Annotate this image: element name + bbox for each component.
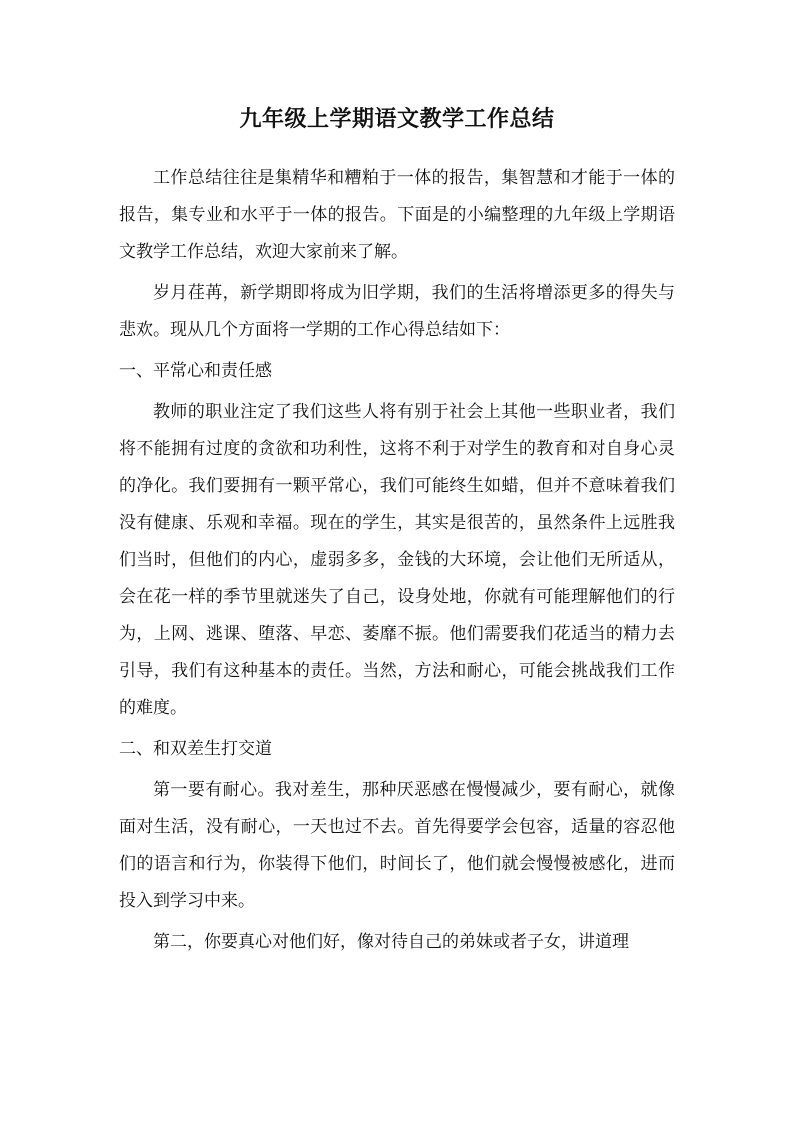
paragraph-section-1: 教师的职业注定了我们这些人将有别于社会上其他一些职业者，我们将不能拥有过度的贪欲和功利性，这将不利于对学生的教育和对自身心灵的净化。我们要拥有一颗平常心，我们可能终生如蜡，但并不意味着我们没有健康、乐观和幸福。现在的学生，其实是很苦的，虽然条件上远胜我们当时，但他们的内心，虚弱多多，金钱的大环境，会让他们无所适从，会在花一样的季节里就迷失了自己，设身处地，你就有可能理解他们的行为，上网、逃课、堕落、早恋、萎靡不振。他们需要我们花适当的精力去引导，我们有这种基本的责任。当然，方法和耐心，可能会挑战我们工作的难度。 — [119, 402, 675, 718]
section-heading-2: 二、和双差生打交道 — [119, 739, 272, 759]
paragraph-overview: 岁月荏苒，新学期即将成为旧学期，我们的生活将增添更多的得失与悲欢。现从几个方面将一学期的工作心得总结如下： — [119, 283, 675, 340]
document-body — [119, 160, 675, 965]
paragraph-section-2-first: 第一要有耐心。我对差生，那种厌恶感在慢慢减少，要有耐心，就像面对生活，没有耐心，一天也过不去。首先得要学会包容，适量的容忍他们的语言和行为，你装得下他们，时间长了，他们就会慢慢被感化，进而投入到学习中来。 — [119, 780, 675, 911]
section-heading-1: 一、平常心和责任感 — [119, 361, 272, 381]
paragraph-intro: 工作总结往往是集精华和糟粕于一体的报告，集智慧和才能于一体的报告，集专业和水平于一体的报告。下面是的小编整理的九年级上学期语文教学工作总结，欢迎大家前来了解。 — [119, 168, 675, 262]
document-title: 九年级上学期语文教学工作总结 — [239, 106, 555, 132]
paragraph-section-2-second: 第二，你要真心对他们好，像对待自己的弟妹或者子女，讲道理 — [153, 932, 629, 952]
